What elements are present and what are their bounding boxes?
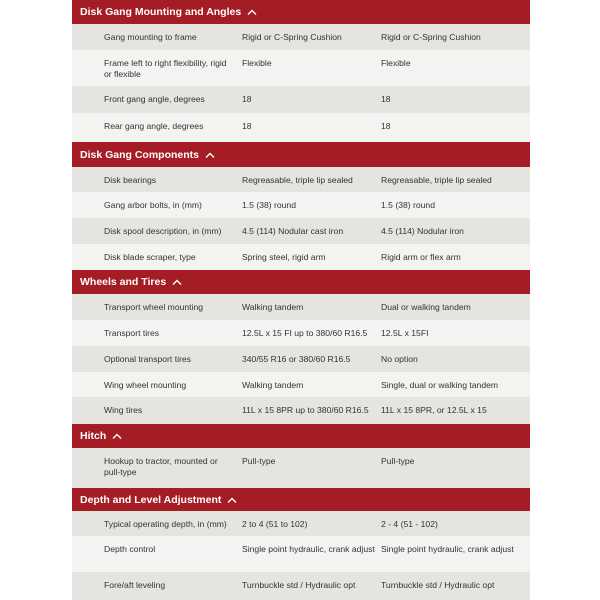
row-value-b: 11L x 15 8PR, or 12.5L x 15 [381, 405, 487, 415]
row-value-a: 4.5 (114) Nodular cast iron [242, 226, 344, 236]
row-value-a: Walking tandem [242, 302, 304, 312]
table-row [72, 397, 530, 424]
row-value-b: Dual or walking tandem [381, 302, 471, 312]
row-label: Transport wheel mounting [104, 302, 204, 312]
row-label: Fore/aft leveling [104, 580, 166, 590]
row-label: Wing tires [104, 405, 143, 415]
chevron-up-icon [247, 8, 257, 16]
row-value-a: Turnbuckle std / Hydraulic opt [242, 580, 356, 590]
chevron-up-icon [112, 432, 122, 440]
row-label: Optional transport tires [104, 354, 191, 364]
section-title: Hitch [80, 430, 107, 442]
row-value-a: Regreasable, triple lip sealed [242, 175, 353, 185]
table-row [72, 320, 530, 346]
section-title: Wheels and Tires [80, 276, 167, 288]
row-value-b: Single, dual or walking tandem [381, 380, 499, 390]
table-row [72, 536, 530, 572]
section-title: Depth and Level Adjustment [80, 493, 222, 506]
section-header-wheels-and-tires[interactable] [72, 270, 530, 294]
row-value-a: 18 [242, 94, 252, 104]
row-label: Gang mounting to frame [104, 32, 197, 42]
row-label: Front gang angle, degrees [104, 94, 205, 104]
row-value-a: Walking tandem [242, 380, 304, 390]
chevron-up-icon [227, 496, 237, 504]
section-header-depth-and-level[interactable] [72, 488, 530, 511]
row-label: Depth control [104, 544, 156, 554]
row-label: Frame left to right flexibility, rigid or flexible [104, 58, 227, 79]
row-value-b: 2 - 4 (51 - 102) [381, 519, 438, 529]
section-header-hitch[interactable] [72, 424, 530, 448]
row-value-a: Flexible [242, 58, 272, 68]
table-row [72, 372, 530, 397]
chevron-up-icon [205, 151, 215, 159]
row-value-a: 2 to 4 (51 to 102) [242, 519, 308, 529]
row-value-b: Turnbuckle std / Hydraulic opt [381, 580, 495, 590]
table-row [72, 192, 530, 218]
row-label: Disk blade scraper, type [104, 252, 196, 262]
row-label: Gang arbor bolts, in (mm) [104, 200, 202, 210]
row-value-b: No option [381, 354, 418, 364]
spec-table [72, 0, 530, 600]
table-row [72, 244, 530, 270]
table-row [72, 294, 530, 320]
table-row [72, 113, 530, 142]
row-value-b: 18 [381, 121, 391, 131]
row-value-b: Single point hydraulic, crank adjust [381, 544, 514, 554]
row-value-b: Rigid or C-Spring Cushion [381, 32, 481, 42]
table-row [72, 218, 530, 244]
table-row [72, 346, 530, 372]
section-title: Disk Gang Components [80, 148, 200, 161]
table-row [72, 50, 530, 86]
table-row [72, 572, 530, 600]
table-row [72, 24, 530, 50]
section-title: Disk Gang Mounting and Angles [80, 6, 242, 18]
row-label: Rear gang angle, degrees [104, 121, 204, 131]
row-value-b: 18 [381, 94, 391, 104]
row-value-b: 12.5L x 15FI [381, 328, 429, 338]
row-label: Disk bearings [104, 175, 157, 185]
table-row [72, 86, 530, 113]
table-row [72, 511, 530, 536]
chevron-up-icon [172, 278, 182, 286]
row-value-a: 340/55 R16 or 380/60 R16.5 [242, 354, 351, 364]
row-value-a: Pull-type [242, 456, 276, 466]
row-value-a: 11L x 15 8PR up to 380/60 R16.5 [242, 405, 369, 415]
row-label: Disk spool description, in (mm) [104, 226, 222, 236]
row-value-a: Spring steel, rigid arm [242, 252, 326, 262]
row-value-a: Single point hydraulic, crank adjust [242, 544, 375, 554]
section-header-disk-gang-components[interactable] [72, 142, 530, 167]
section-header-disk-gang-mounting[interactable] [72, 0, 530, 24]
table-row [72, 448, 530, 488]
row-value-b: 1.5 (38) round [381, 200, 435, 210]
row-value-a: 1.5 (38) round [242, 200, 296, 210]
row-label: Wing wheel mounting [104, 380, 187, 390]
row-value-b: Rigid arm or flex arm [381, 252, 461, 262]
row-value-b: Flexible [381, 58, 411, 68]
table-row [72, 167, 530, 192]
row-value-b: Regreasable, triple lip sealed [381, 175, 492, 185]
row-value-b: Pull-type [381, 456, 415, 466]
row-value-a: 18 [242, 121, 252, 131]
row-label: Hookup to tractor, mounted or pull-type [104, 456, 218, 477]
row-value-b: 4.5 (114) Nodular iron [381, 226, 464, 236]
row-value-a: Rigid or C-Spring Cushion [242, 32, 342, 42]
row-value-a: 12.5L x 15 FI up to 380/60 R16.5 [242, 328, 368, 338]
row-label: Transport tires [104, 328, 160, 338]
row-label: Typical operating depth, in (mm) [104, 519, 227, 529]
